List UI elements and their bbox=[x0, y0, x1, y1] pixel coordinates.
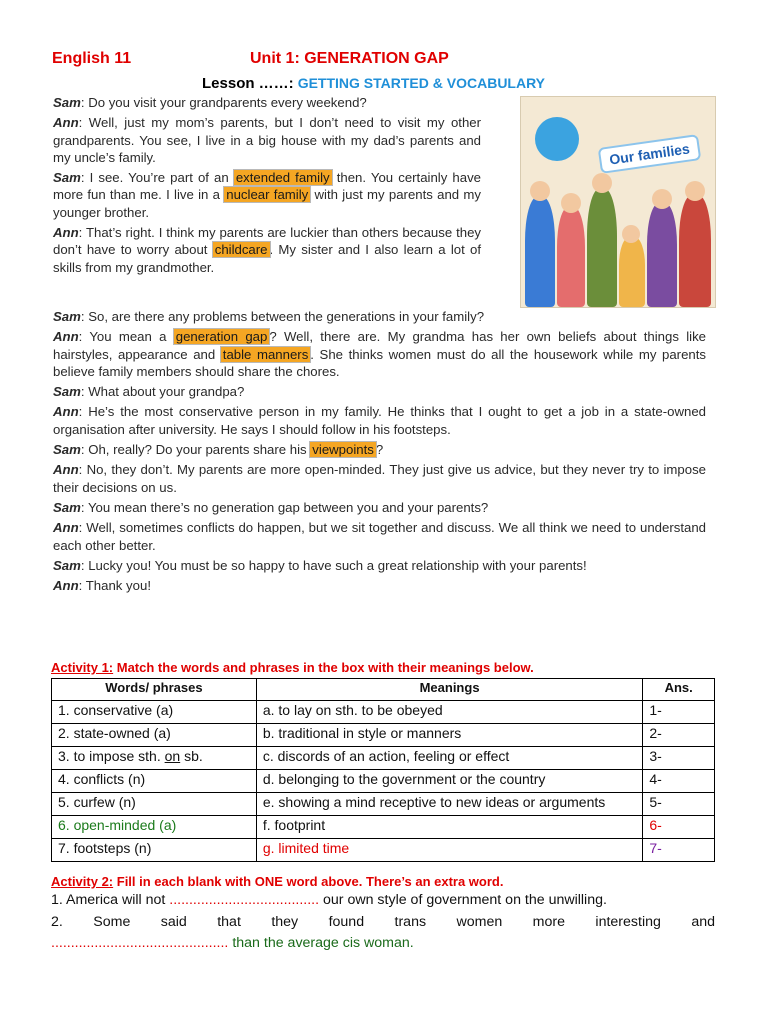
word-cell: 2. state-owned (a) bbox=[52, 724, 257, 747]
meaning-cell: e. showing a mind receptive to new ideas or arguments bbox=[256, 793, 642, 816]
figure-head bbox=[592, 173, 612, 193]
activity-1-instruction: Match the words and phrases in the box with their meanings below. bbox=[113, 660, 534, 675]
unit-title: Unit 1: GENERATION GAP bbox=[250, 50, 449, 67]
line-text: Lucky you! You must be so happy to have such a great relationship with your parents! bbox=[88, 557, 587, 573]
figure-head bbox=[685, 181, 705, 201]
line-text: . My sister and I also learn a lot of skills from my grandmother. bbox=[53, 242, 482, 275]
heart-hand-icon bbox=[535, 117, 579, 161]
answer-blank[interactable]: ............................................. bbox=[51, 935, 229, 951]
dialogue-turn: Sam: So, are there any problems between the generations in your family? bbox=[53, 309, 485, 324]
lesson-label: Lesson ……: bbox=[202, 75, 294, 92]
dialogue-turn: Sam: Oh, really? Do your parents share his viewpoints ? bbox=[53, 442, 384, 458]
word-cell: 1. conservative (a) bbox=[52, 701, 257, 724]
speaker: Ann bbox=[53, 329, 79, 345]
line-text: Well, sometimes conflicts do happen, but we sit together and discuss. We all think we need to understand each other better. bbox=[53, 520, 706, 553]
dialogue-turn: Ann: Well, sometimes conflicts do happen, but we sit together and discuss. We all think we need to understand each other better. bbox=[53, 520, 706, 553]
meaning-cell: g. limited time bbox=[256, 839, 642, 862]
line-text: What about your grandpa? bbox=[88, 384, 245, 400]
dialogue-turn: Sam: Do you visit your grandparents every weekend? bbox=[53, 95, 367, 110]
word-cell: 5. curfew (n) bbox=[52, 793, 257, 816]
word-cell bbox=[52, 747, 257, 770]
exercise-text: our own style of government on the unwilling. bbox=[319, 892, 607, 908]
figure-head bbox=[652, 189, 672, 209]
dialogue-top bbox=[53, 94, 481, 279]
figure-shape bbox=[557, 207, 585, 307]
activity-2-heading bbox=[51, 874, 503, 889]
speaker: Sam bbox=[53, 95, 81, 110]
highlighted-term: generation gap bbox=[175, 329, 268, 345]
word-cell: 7. footsteps (n) bbox=[52, 839, 257, 862]
figure-shape bbox=[679, 195, 711, 307]
speaker: Sam bbox=[53, 384, 81, 400]
table-row bbox=[52, 747, 715, 770]
meaning-cell: a. to lay on sth. to be obeyed bbox=[256, 701, 642, 724]
meaning-cell: c. discords of an action, feeling or effect bbox=[256, 747, 642, 770]
meaning-cell: b. traditional in style or manners bbox=[256, 724, 642, 747]
column-header: Words/ phrases bbox=[52, 679, 257, 701]
dialogue-turn: Ann: That’s right. I think my parents are luckier than others because they don’t have to worry about childcare . My sister and I also learn a lot of skills from my grandmother. bbox=[53, 225, 482, 275]
meaning-cell: d. belonging to the government or the country bbox=[256, 770, 642, 793]
table-header-row bbox=[52, 679, 715, 701]
activity-2-label: Activity 2: bbox=[51, 874, 114, 889]
line-text: That’s right. I think my parents are luckier than others because they don’t have to worry about bbox=[53, 225, 481, 258]
exercise-item-2-line-1: 2. Some said that they found trans women more interesting and bbox=[51, 914, 715, 930]
dialogue-turn: Sam: Lucky you! You must be so happy to have such a great relationship with your parents! bbox=[53, 557, 587, 573]
dialogue-turn: Sam: I see. You’re part of an extended family then. You certainly have more fun than me. I live in a nuclear family with just my parents and my younger brother. bbox=[53, 170, 482, 220]
line-text: You mean a bbox=[89, 329, 174, 345]
line-text: with just my parents and my younger brother. bbox=[53, 187, 481, 220]
speaker: Sam bbox=[53, 499, 81, 515]
table-row bbox=[52, 816, 715, 839]
speaker: Ann bbox=[53, 520, 79, 536]
word-text: sb. bbox=[180, 748, 203, 764]
underlined-word: on bbox=[164, 748, 181, 764]
dialogue-turn: Ann: Thank you! bbox=[53, 578, 151, 594]
activity-1-label: Activity 1: bbox=[51, 660, 114, 675]
answer-cell[interactable]: 4- bbox=[643, 770, 715, 793]
line-text: then. You certainly have more fun than me. I live in a bbox=[53, 170, 482, 203]
answer-cell[interactable]: 3- bbox=[643, 747, 715, 770]
line-text: He’s the most conservative person in my family. He thinks that I ought to get a job in a state-owned organisation after university. He says I should follow in his footsteps. bbox=[53, 404, 706, 437]
speaker: Ann bbox=[53, 115, 79, 131]
exercise-item-2-line-2 bbox=[51, 935, 715, 951]
highlighted-term: nuclear family bbox=[226, 187, 309, 203]
line-text: So, are there any problems between the generations in your family? bbox=[88, 309, 485, 324]
illustration-caption: Our families bbox=[598, 134, 702, 174]
matching-table bbox=[51, 678, 715, 862]
dialogue-turn: Ann: He’s the most conservative person in my family. He thinks that I ought to get a job in a state-owned organisation after university. He says I should follow in his footsteps. bbox=[53, 404, 706, 437]
answer-cell[interactable]: 1- bbox=[643, 701, 715, 724]
line-text: . She thinks women must do all the housework while my parents believe family members should share the chores. bbox=[53, 346, 706, 379]
speaker: Ann bbox=[53, 578, 79, 594]
speaker: Sam bbox=[53, 442, 81, 458]
line-text: Well, just my mom’s parents, but I don’t need to visit my other grandparents. You see, I live in a big house with my dad’s parents and my uncle’s family. bbox=[53, 115, 482, 165]
exercise-item-1 bbox=[51, 892, 715, 908]
dialogue-turn: Sam: You mean there’s no generation gap between you and your parents? bbox=[53, 499, 489, 515]
figure-head bbox=[530, 181, 550, 201]
line-text: Thank you! bbox=[85, 578, 151, 594]
course-title: English 11 bbox=[52, 50, 132, 67]
speaker: Ann bbox=[53, 404, 79, 420]
table-row bbox=[52, 793, 715, 816]
answer-cell[interactable]: 7- bbox=[643, 839, 715, 862]
figure-head bbox=[561, 193, 581, 213]
exercise-text: 1. America will not bbox=[51, 892, 170, 908]
highlighted-term: viewpoints bbox=[312, 442, 374, 458]
column-header: Meanings bbox=[256, 679, 642, 701]
highlighted-term: childcare bbox=[214, 242, 268, 258]
exercise-text: than the average cis woman. bbox=[228, 935, 414, 951]
line-text: I see. You’re part of an bbox=[89, 170, 234, 186]
highlighted-term: extended family bbox=[235, 170, 330, 186]
dialogue-turn: Sam: What about your grandpa? bbox=[53, 384, 245, 400]
lesson-subtitle: GETTING STARTED & VOCABULARY bbox=[297, 75, 546, 91]
dialogue-turn: Ann: Well, just my mom’s parents, but I don’t need to visit my other grandparents. You see, I live in a big house with my dad’s parents and my uncle’s family. bbox=[53, 115, 482, 165]
line-text: You mean there’s no generation gap between you and your parents? bbox=[87, 499, 489, 515]
meaning-cell: f. footprint bbox=[256, 816, 642, 839]
dialogue-turn: Ann: No, they don’t. My parents are more open-minded. They just give us advice, but they never try to impose their decisions on us. bbox=[53, 462, 707, 495]
speaker: Ann bbox=[53, 225, 79, 241]
figure-shape bbox=[587, 189, 617, 307]
line-text: ? Well, there are. My grandma has her own beliefs about things like hairstyles, appearance and bbox=[53, 329, 707, 362]
figure-shape bbox=[525, 197, 555, 307]
line-text: ? bbox=[375, 442, 384, 458]
speaker: Sam bbox=[53, 309, 81, 324]
family-illustration bbox=[520, 96, 716, 308]
table-row bbox=[52, 839, 715, 862]
dialogue-turn: Ann: You mean a generation gap ? Well, there are. My grandma has her own beliefs about things like hairstyles, appearance and table manners . She thinks women must do all the housework while my parents believe family members should share the chores. bbox=[53, 329, 707, 379]
figure-shape bbox=[619, 237, 645, 307]
activity-1-heading bbox=[51, 660, 534, 675]
column-header: Ans. bbox=[643, 679, 715, 701]
word-cell: 4. conflicts (n) bbox=[52, 770, 257, 793]
answer-cell[interactable]: 5- bbox=[643, 793, 715, 816]
figure-shape bbox=[647, 203, 677, 307]
answer-cell[interactable]: 6- bbox=[643, 816, 715, 839]
speaker: Ann bbox=[53, 462, 79, 478]
line-text: Do you visit your grandparents every weekend? bbox=[88, 95, 367, 110]
answer-cell[interactable]: 2- bbox=[643, 724, 715, 747]
line-text: No, they don’t. My parents are more open-minded. They just give us advice, but they never try to impose their decisions on us. bbox=[53, 462, 707, 495]
table-row bbox=[52, 701, 715, 724]
speaker: Sam bbox=[53, 170, 81, 186]
line-text: Oh, really? Do your parents share his bbox=[88, 442, 311, 458]
word-cell: 6. open-minded (a) bbox=[52, 816, 257, 839]
dialogue-bottom bbox=[53, 308, 706, 597]
highlighted-term: table manners bbox=[222, 346, 309, 362]
speaker: Sam bbox=[53, 557, 81, 573]
answer-blank[interactable]: ...................................... bbox=[169, 892, 320, 908]
table-row bbox=[52, 770, 715, 793]
table-row bbox=[52, 724, 715, 747]
activity-2-instruction: Fill in each blank with ONE word above. There’s an extra word. bbox=[113, 874, 504, 889]
word-text: 3. to impose sth. bbox=[58, 748, 165, 764]
figure-head bbox=[622, 225, 640, 243]
lesson-title bbox=[202, 75, 545, 92]
